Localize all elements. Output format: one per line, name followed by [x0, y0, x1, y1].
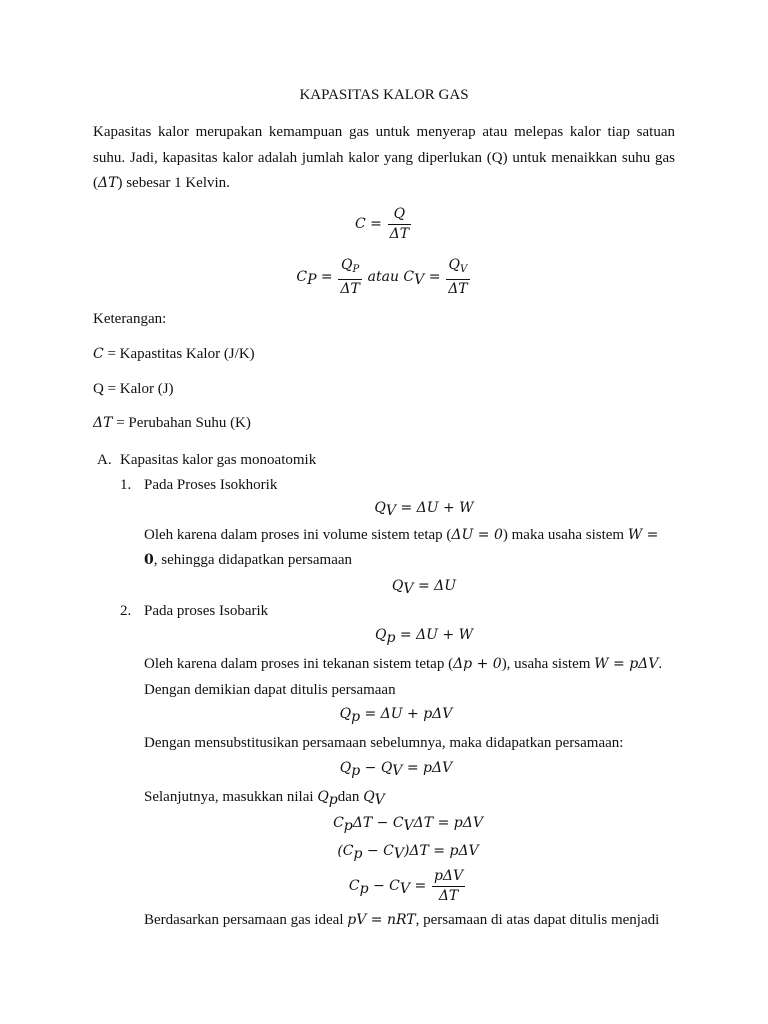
keterangan-dt: ΔT = Perubahan Suhu (K): [93, 415, 251, 431]
item-1-eq-2: $Q_V = \Delta U$: [391, 578, 457, 597]
keterangan-q: Q = Kalor (J): [93, 381, 174, 397]
item-2-title: Pada proses Isobarik: [144, 603, 269, 619]
item-2-eq-1: $Q_p = \Delta U + W$: [374, 627, 473, 646]
item-2-text-3: Dengan mensubstitusikan persamaan sebelumnya, maka didapatkan persamaan:: [144, 735, 624, 751]
formula-heat-capacity: C = $\frac{Q}{\Delta T}$: [354, 206, 410, 242]
fraction: $\frac{Q}{\Delta T}$: [389, 206, 410, 242]
page-title: KAPASITAS KALOR GAS: [299, 87, 469, 103]
item-2-eq-4: $C_p\Delta T - C_V\Delta T = p\Delta V$: [333, 815, 483, 834]
section-a-marker: A.: [97, 452, 112, 468]
item-1-eq-1: $Q_V = \Delta U + W$: [374, 500, 474, 519]
intro-line-2: suhu. Jadi, kapasitas kalor adalah jumlah kalor yang diperlukan (Q) untuk menaikkan suhu gas: [93, 150, 675, 166]
section-a-title: Kapasitas kalor gas monoatomik: [120, 452, 317, 468]
item-2-text-4: Selanjutnya, masukkan nilai $Q_pdan$ $Q_V$: [144, 789, 385, 808]
keterangan-c: C = Kapastitas Kalor (J/K): [93, 346, 255, 362]
item-2-eq-5: $(C_p - C_V)\Delta T = p\Delta V$: [337, 843, 479, 862]
item-2-eq-3: $Q_p - Q_V = p\Delta V$: [339, 760, 453, 779]
item-1-title: Pada Proses Isokhorik: [144, 477, 278, 493]
item-2-marker: 2.: [120, 603, 132, 619]
item-2-eq-6: $C_p - C_V$ = $\frac{\text{pΔV}}{\Delta T}$: [348, 868, 464, 904]
item-2-text-2: Dengan demikian dapat ditulis persamaan: [144, 682, 396, 698]
keterangan-heading: Keterangan:: [93, 311, 167, 327]
item-1-text-1: Oleh karena dalam proses ini volume sistem tetap (ΔU = 0) maka usaha sistem W =: [144, 527, 659, 543]
item-2-eq-2: $Q_p = \Delta U + p\Delta V$: [339, 706, 453, 725]
intro-line-3: (ΔT) sebesar 1 Kelvin.: [93, 175, 230, 191]
fraction: $\frac{\text{pΔV}}{\Delta T}$: [433, 868, 464, 904]
item-1-text-2: 0, sehingga didapatkan persamaan: [144, 552, 353, 568]
item-2-text-1: Oleh karena dalam proses ini tekanan sistem tetap (Δp + 0), usaha sistem W = pΔV.: [144, 656, 663, 672]
formula-cp-cv: $C_P$ = $\frac{Q_P}{\Delta T}$ atau $C_V$ = $\frac{Q_V}{\Delta T}$: [296, 257, 468, 297]
item-1-marker: 1.: [120, 477, 132, 493]
intro-line-1: Kapasitas kalor merupakan kemampuan gas untuk menyerap atau melepas kalor tiap satuan: [93, 124, 675, 140]
item-2-text-5: Berdasarkan persamaan gas ideal pV = nRT, persamaan di atas dapat ditulis menjadi: [144, 912, 660, 928]
